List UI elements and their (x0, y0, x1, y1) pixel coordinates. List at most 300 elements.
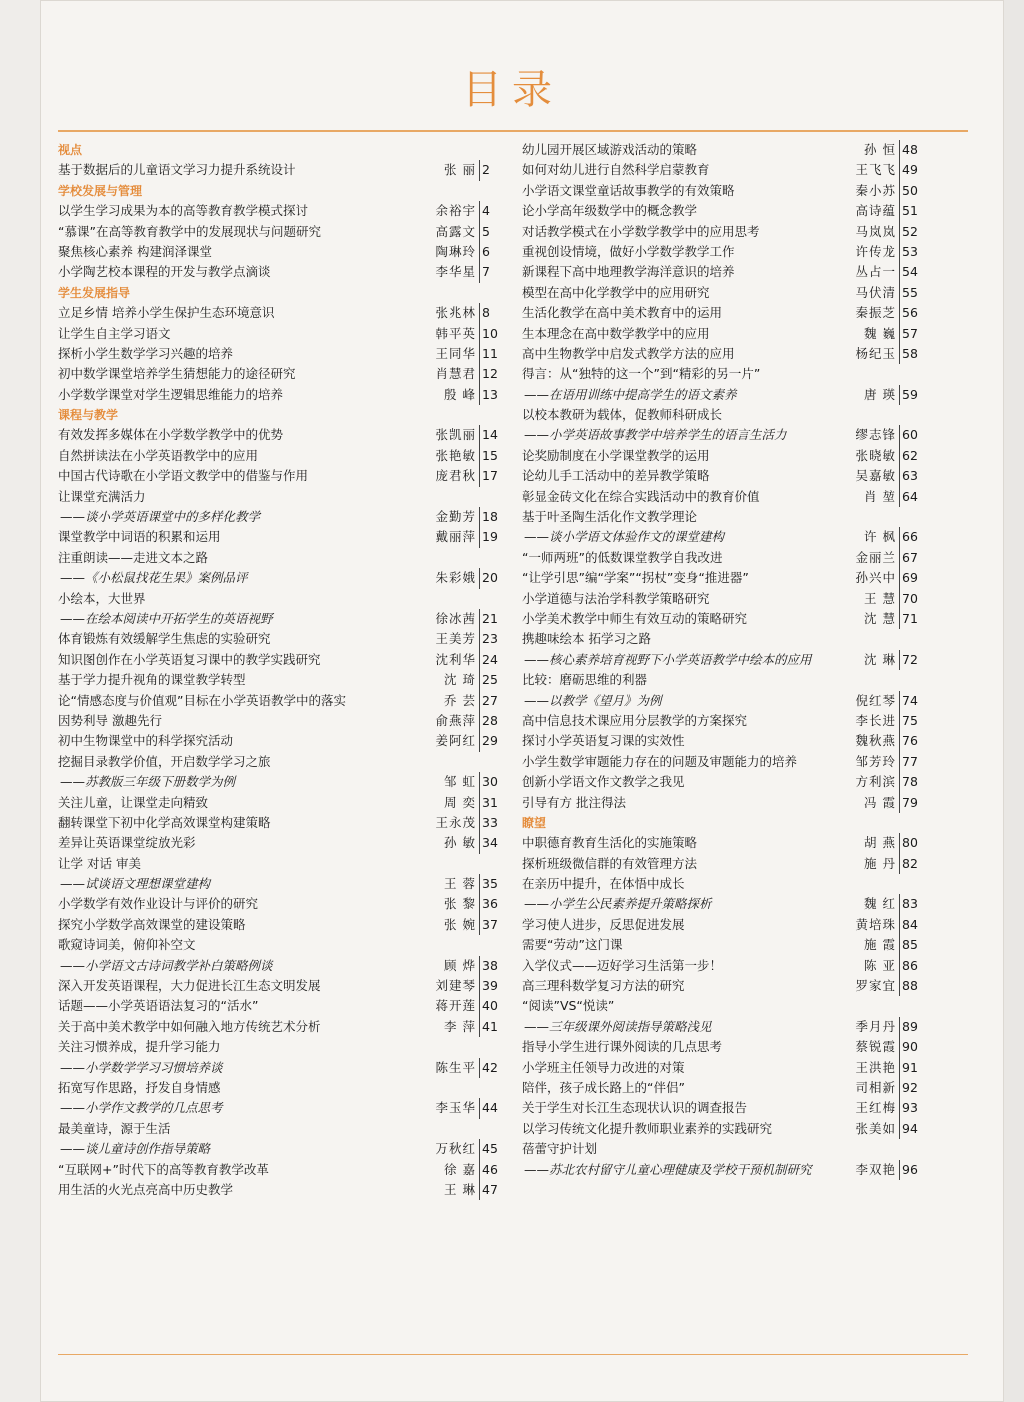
entry-page-number: 36 (479, 894, 508, 914)
entry-author: 陈 亚 (864, 957, 896, 973)
entry-title: 小学班主任领导力改进的对策 (522, 1059, 685, 1075)
entry-title: 让学生自主学习语文 (58, 325, 171, 341)
entry-page-number: 71 (899, 609, 928, 629)
entry-author: 周 奕 (444, 794, 476, 810)
entry-title: 有效发挥多媒体在小学数学教学中的优势 (58, 427, 284, 443)
toc-entry (58, 752, 514, 772)
entry-page-number: 24 (479, 650, 508, 670)
entry-page-number: 4 (479, 201, 508, 221)
entry-page-number: 53 (899, 242, 928, 262)
entry-author: 王洪艳 (855, 1059, 896, 1075)
entry-title: “让学引思”编“学案”“拐杖”变身“推进器” (522, 570, 749, 586)
entry-title: 探究小学数学高效课堂的建设策略 (58, 916, 246, 932)
entry-title: 陪伴，孩子成长路上的“伴侣” (522, 1079, 685, 1095)
section-title: 学生发展指导 (58, 285, 131, 300)
entry-subtitle: ——《小松鼠找花生果》案例品评 (60, 570, 248, 586)
toc-entry (58, 874, 514, 894)
entry-page-number: 89 (899, 1017, 928, 1037)
binding-margin (0, 0, 40, 1402)
entry-title: 幼儿园开展区域游戏活动的策略 (522, 142, 698, 157)
entry-author: 徐 嘉 (444, 1161, 476, 1177)
entry-author: 张兆林 (435, 305, 476, 321)
toc-entry (522, 772, 940, 792)
entry-page-number: 56 (899, 303, 928, 323)
toc-entry (58, 629, 514, 649)
entry-title: 探析小学生数学学习兴趣的培养 (58, 345, 234, 361)
entry-page-number: 25 (479, 670, 508, 690)
entry-subtitle: ——在绘本阅读中开拓学生的英语视野 (60, 610, 273, 626)
entry-author: 徐冰茜 (435, 610, 476, 626)
entry-author: 余裕宇 (435, 203, 476, 219)
entry-page-number: 37 (479, 915, 508, 935)
entry-title: 挖掘目录教学价值，开启数学学习之旅 (58, 753, 271, 769)
entry-title: 关注儿童，让课堂走向精致 (58, 794, 209, 810)
entry-subtitle: ——小学数学学习习惯培养谈 (60, 1059, 223, 1075)
entry-author: 朱彩娥 (435, 570, 476, 586)
entry-page-number: 60 (899, 425, 928, 445)
toc-entry (522, 181, 940, 201)
entry-page-number: 93 (899, 1098, 928, 1118)
entry-author: 王永茂 (435, 814, 476, 830)
entry-title: 小学陶艺校本课程的开发与教学点滴谈 (58, 264, 271, 280)
entry-page-number: 46 (479, 1160, 508, 1180)
entry-author: 魏 红 (864, 896, 896, 912)
toc-entry (58, 731, 514, 751)
toc-entry (522, 711, 940, 731)
toc-entry (522, 364, 940, 384)
entry-author: 沈 琦 (444, 672, 476, 688)
toc-entry (522, 425, 940, 445)
entry-title: “互联网+”时代下的高等教育教学改革 (58, 1161, 269, 1177)
entry-title: 翻转课堂下初中化学高效课堂构建策略 (58, 814, 271, 830)
toc-entry (522, 650, 940, 670)
entry-title: 知识图创作在小学英语复习课中的教学实践研究 (58, 651, 321, 667)
entry-subtitle: ——小学生公民素养提升策略探析 (524, 896, 712, 912)
entry-page-number: 57 (899, 324, 928, 344)
toc-entry (58, 1037, 514, 1057)
entry-author: 沈 琳 (864, 651, 896, 667)
entry-page-number: 75 (899, 711, 928, 731)
entry-title: “阅读”VS“悦读” (522, 998, 615, 1014)
toc-entry (58, 548, 514, 568)
toc-entry (522, 1139, 940, 1159)
entry-title: 以校本教研为载体，促教师科研成长 (522, 407, 723, 423)
entry-subtitle: ——谈小学英语课堂中的多样化教学 (60, 509, 261, 525)
entry-author: 施 霞 (864, 937, 896, 953)
entry-page-number: 8 (479, 303, 508, 323)
entry-page-number: 74 (899, 691, 928, 711)
section-heading (522, 813, 940, 833)
entry-author: 张美如 (855, 1120, 896, 1136)
entry-title: 生活化教学在高中美术教育中的运用 (522, 305, 723, 321)
entry-page-number: 40 (479, 996, 508, 1016)
toc-entry (58, 385, 514, 405)
entry-author: 吴嘉敏 (855, 468, 896, 484)
entry-title: 初中生物课堂中的科学探究活动 (58, 733, 234, 749)
entry-subtitle: ——苏教版三年级下册数学为例 (60, 774, 236, 790)
section-title: 瞭望 (522, 815, 547, 830)
entry-page-number: 11 (479, 344, 508, 364)
entry-author: 万秋红 (435, 1141, 476, 1157)
entry-title: 注重朗读——走进文本之路 (58, 549, 209, 565)
entry-page-number: 58 (899, 344, 928, 364)
entry-title: 高中信息技术课应用分层教学的方案探究 (522, 712, 748, 728)
entry-title: 自然拼读法在小学英语教学中的应用 (58, 447, 259, 463)
entry-subtitle: ——试谈语文理想课堂建构 (60, 876, 211, 892)
toc-entry (522, 140, 940, 160)
toc-entry (58, 303, 514, 323)
toc-entry (58, 670, 514, 690)
entry-page-number: 76 (899, 731, 928, 751)
entry-page-number: 23 (479, 629, 508, 649)
entry-author: 季月丹 (855, 1018, 896, 1034)
toc-entry (58, 793, 514, 813)
entry-title: 小学美术教学中师生有效互动的策略研究 (522, 610, 748, 626)
entry-subtitle: ——谈小学语文体验作文的课堂建构 (524, 529, 725, 545)
toc-entry (522, 752, 940, 772)
entry-author: 王 琳 (444, 1181, 476, 1197)
entry-page-number: 27 (479, 691, 508, 711)
toc-entry (522, 894, 940, 914)
toc-entry (58, 1139, 514, 1159)
toc-entry (522, 1037, 940, 1057)
entry-author: 丛占一 (855, 264, 896, 280)
entry-author: 缪志锋 (855, 427, 896, 443)
entry-title: 引导有方 批注得法 (522, 794, 626, 810)
entry-author: 杨纪玉 (855, 345, 896, 361)
entry-author: 王 蓉 (444, 876, 476, 892)
entry-page-number: 64 (899, 487, 928, 507)
toc-entry (58, 833, 514, 853)
entry-title: 聚焦核心素养 构建润泽课堂 (58, 243, 212, 259)
entry-subtitle: ——苏北农村留守儿童心理健康及学校干预机制研究 (524, 1161, 812, 1177)
entry-author: 魏 巍 (864, 325, 896, 341)
entry-title: 探讨小学英语复习课的实效性 (522, 733, 685, 749)
entry-author: 秦小苏 (855, 182, 896, 198)
toc-entry (58, 976, 514, 996)
entry-title: 最美童诗，源于生活 (58, 1120, 171, 1136)
toc-entry (522, 996, 940, 1016)
entry-page-number: 34 (479, 833, 508, 853)
toc-entry (522, 874, 940, 894)
entry-author: 施 丹 (864, 855, 896, 871)
entry-author: 许传龙 (855, 243, 896, 259)
entry-page-number: 47 (479, 1180, 508, 1200)
entry-page-number: 2 (479, 160, 508, 180)
section-title: 视点 (58, 143, 83, 157)
entry-author: 陶琳玲 (435, 243, 476, 259)
header-divider (58, 130, 968, 132)
entry-page-number: 67 (899, 548, 928, 568)
entry-author: 殷 峰 (444, 386, 476, 402)
entry-title: 拓宽写作思路，抒发自身情感 (58, 1079, 221, 1095)
entry-author: 张凯丽 (435, 427, 476, 443)
entry-title: 蓓蕾守护计划 (522, 1141, 598, 1157)
entry-page-number: 29 (479, 731, 508, 751)
entry-author: 倪红琴 (855, 692, 896, 708)
entry-title: 小学生数学审题能力存在的问题及审题能力的培养 (522, 753, 798, 769)
entry-subtitle: ——以教学《望月》为例 (524, 692, 662, 708)
toc-entry (522, 201, 940, 221)
toc-entry (522, 527, 940, 547)
entry-page-number: 83 (899, 894, 928, 914)
entry-title: “一师两班”的低数课堂教学自我改进 (522, 549, 723, 565)
toc-entry (522, 589, 940, 609)
entry-page-number: 50 (899, 181, 928, 201)
entry-page-number: 18 (479, 507, 508, 527)
entry-page-number: 44 (479, 1098, 508, 1118)
toc-entry (58, 711, 514, 731)
toc-entry (58, 1058, 514, 1078)
entry-title: 学习使人进步，反思促进发展 (522, 916, 685, 932)
entry-page-number: 66 (899, 527, 928, 547)
toc-column-left (58, 140, 514, 1350)
entry-title: 差异让英语课堂绽放光彩 (58, 835, 196, 851)
toc-entry (522, 324, 940, 344)
entry-author: 戴丽萍 (435, 529, 476, 545)
entry-page-number: 90 (899, 1037, 928, 1057)
entry-author: 乔 芸 (444, 692, 476, 708)
toc-entry (522, 976, 940, 996)
entry-author: 金勤芳 (435, 509, 476, 525)
toc-entry (58, 160, 514, 180)
entry-title: 小学数学有效作业设计与评价的研究 (58, 896, 259, 912)
toc-entry (58, 996, 514, 1016)
entry-subtitle: ——核心素养培育视野下小学英语教学中绘本的应用 (524, 651, 812, 667)
toc-entry (58, 650, 514, 670)
toc-entry (58, 466, 514, 486)
entry-title: 探析班级微信群的有效管理方法 (522, 855, 698, 871)
entry-author: 蒋开莲 (435, 998, 476, 1014)
entry-title: “慕课”在高等教育教学中的发展现状与问题研究 (58, 223, 321, 239)
entry-author: 刘建琴 (435, 978, 476, 994)
entry-page-number: 7 (479, 262, 508, 282)
toc-entry (58, 1119, 514, 1139)
entry-title: 小学道德与法治学科教学策略研究 (522, 590, 710, 606)
toc-entry (522, 956, 940, 976)
entry-title: 携趣味绘本 拓学习之路 (522, 631, 651, 647)
entry-title: 重视创设情境，做好小学数学教学工作 (522, 243, 735, 259)
toc-entry (58, 201, 514, 221)
entry-page-number: 86 (899, 956, 928, 976)
entry-author: 李玉华 (435, 1100, 476, 1116)
entry-page-number: 88 (899, 976, 928, 996)
entry-author: 张晓敏 (855, 447, 896, 463)
entry-title: 深入开发英语课程，大力促进长江生态文明发展 (58, 978, 321, 994)
entry-author: 孙 敏 (444, 835, 476, 851)
entry-title: 以学生学习成果为本的高等教育教学模式探讨 (58, 203, 309, 219)
entry-title: 课堂教学中词语的积累和运用 (58, 529, 221, 545)
entry-title: 基于数据后的儿童语文学习力提升系统设计 (58, 162, 296, 178)
entry-page-number: 12 (479, 364, 508, 384)
entry-author: 沈利华 (435, 651, 476, 667)
toc-entry (522, 833, 940, 853)
toc-entry (522, 629, 940, 649)
toc-entry (58, 487, 514, 507)
entry-subtitle: ——小学英语故事教学中培养学生的语言生活力 (524, 427, 787, 443)
toc-entry (58, 915, 514, 935)
entry-author: 蔡锐霞 (855, 1039, 896, 1055)
entry-author: 韩平英 (435, 325, 476, 341)
toc-entry (58, 262, 514, 282)
entry-page-number: 28 (479, 711, 508, 731)
entry-author: 魏秋燕 (855, 733, 896, 749)
entry-author: 张 丽 (444, 162, 476, 178)
section-heading (58, 140, 514, 160)
entry-title: 入学仪式——迈好学习生活第一步！ (522, 957, 723, 973)
entry-page-number: 72 (899, 650, 928, 670)
entry-title: 立足乡情 培养小学生保护生态环境意识 (58, 305, 275, 321)
entry-author: 张 黎 (444, 896, 476, 912)
toc-entry (522, 487, 940, 507)
entry-title: 指导小学生进行课外阅读的几点思考 (522, 1039, 723, 1055)
entry-page-number: 15 (479, 446, 508, 466)
entry-author: 金丽兰 (855, 549, 896, 565)
toc-entry (522, 446, 940, 466)
toc-entry (522, 609, 940, 629)
entry-author: 王同华 (435, 345, 476, 361)
entry-author: 俞燕萍 (435, 712, 476, 728)
entry-title: 话题——小学英语语法复习的“活水” (58, 998, 259, 1014)
entry-author: 黄培珠 (855, 916, 896, 932)
entry-page-number: 51 (899, 201, 928, 221)
toc-entry (58, 324, 514, 344)
toc-entry (58, 1180, 514, 1200)
entry-author: 李华星 (435, 264, 476, 280)
entry-page-number: 33 (479, 813, 508, 833)
entry-page-number: 19 (479, 527, 508, 547)
entry-title: 关于高中美术教学中如何融入地方传统艺术分析 (58, 1018, 321, 1034)
entry-page-number: 14 (479, 425, 508, 445)
section-heading (58, 283, 514, 303)
entry-page-number: 5 (479, 222, 508, 242)
entry-author: 李长进 (855, 712, 896, 728)
toc-entry (522, 793, 940, 813)
entry-page-number: 41 (479, 1017, 508, 1037)
entry-title: 基于学力提升视角的课堂教学转型 (58, 672, 246, 688)
entry-title: 因势利导 激趣先行 (58, 712, 162, 728)
entry-author: 庞君秋 (435, 468, 476, 484)
toc-entry (522, 222, 940, 242)
toc-entry (522, 935, 940, 955)
toc-entry (522, 548, 940, 568)
entry-title: 模型在高中化学教学中的应用研究 (522, 284, 710, 300)
entry-author: 唐 瑛 (864, 386, 896, 402)
entry-author: 许 枫 (864, 529, 896, 545)
entry-page-number: 54 (899, 262, 928, 282)
entry-title: 中国古代诗歌在小学语文教学中的借鉴与作用 (58, 468, 309, 484)
toc-entry (58, 222, 514, 242)
toc-entry (522, 405, 940, 425)
entry-title: 论奖励制度在小学课堂教学的运用 (522, 447, 710, 463)
entry-title: 关注习惯养成，提升学习能力 (58, 1039, 221, 1055)
entry-author: 马岚岚 (855, 223, 896, 239)
entry-author: 陈生平 (435, 1059, 476, 1075)
entry-page-number: 31 (479, 793, 508, 813)
entry-page-number: 96 (899, 1160, 928, 1180)
toc-entry (522, 344, 940, 364)
entry-author: 李 萍 (444, 1018, 476, 1034)
toc-entry (522, 1098, 940, 1118)
toc-entry (58, 854, 514, 874)
entry-title: 歌窥诗词美，俯仰补空文 (58, 937, 196, 953)
entry-title: 基于叶圣陶生活化作文教学理论 (522, 509, 698, 525)
entry-author: 司相新 (855, 1079, 896, 1095)
toc-entry (522, 466, 940, 486)
toc-entry (58, 691, 514, 711)
entry-page-number: 35 (479, 874, 508, 894)
entry-title: 如何对幼儿进行自然科学启蒙教育 (522, 162, 710, 178)
entry-author: 罗家宜 (855, 978, 896, 994)
entry-page-number: 59 (899, 385, 928, 405)
toc-entry (522, 283, 940, 303)
entry-title: 生本理念在高中数学教学中的应用 (522, 325, 710, 341)
toc-entry (58, 1160, 514, 1180)
entry-title: 体育锻炼有效缓解学生焦虑的实验研究 (58, 631, 271, 647)
toc-entry (58, 425, 514, 445)
entry-page-number: 10 (479, 324, 508, 344)
section-heading (58, 405, 514, 425)
entry-subtitle: ——小学语文古诗词教学补白策略例谈 (60, 957, 273, 973)
toc-entry (58, 507, 514, 527)
entry-title: 论小学高年级数学中的概念教学 (522, 203, 698, 219)
toc-entry (58, 935, 514, 955)
entry-title: 中职德育教育生活化的实施策略 (522, 835, 698, 851)
entry-author: 王红梅 (855, 1100, 896, 1116)
entry-page-number: 79 (899, 793, 928, 813)
entry-author: 王美芳 (435, 631, 476, 647)
entry-title: 新课程下高中地理教学海洋意识的培养 (522, 264, 735, 280)
entry-author: 高露文 (435, 223, 476, 239)
section-title: 课程与教学 (58, 408, 119, 423)
entry-page-number: 6 (479, 242, 508, 262)
toc-entry (58, 956, 514, 976)
toc-entry (522, 568, 940, 588)
entry-page-number: 55 (899, 283, 928, 303)
entry-author: 姜阿红 (435, 733, 476, 749)
entry-title: 小学数学课堂对学生逻辑思维能力的培养 (58, 386, 284, 402)
entry-author: 李双艳 (855, 1161, 896, 1177)
entry-page-number: 84 (899, 915, 928, 935)
entry-page-number: 17 (479, 466, 508, 486)
entry-title: 小学语文课堂童话故事教学的有效策略 (522, 182, 735, 198)
toc-entry (522, 1160, 940, 1180)
entry-title: 得言：从“独特的这一个”到“精彩的另一片” (522, 366, 761, 382)
entry-author: 肖慧君 (435, 366, 476, 382)
toc-entry (58, 364, 514, 384)
toc-entry (58, 568, 514, 588)
entry-title: 比较：磨砺思维的利器 (522, 672, 648, 688)
entry-page-number: 78 (899, 772, 928, 792)
toc-entry (522, 385, 940, 405)
entry-title: 高中生物教学中启发式教学方法的应用 (522, 345, 735, 361)
entry-author: 孙兴中 (855, 570, 896, 586)
entry-page-number: 62 (899, 446, 928, 466)
entry-subtitle: ——小学作文教学的几点思考 (60, 1100, 223, 1116)
entry-title: 论“情感态度与价值观”目标在小学英语教学中的落实 (58, 692, 346, 708)
entry-title: 用生活的火光点亮高中历史教学 (58, 1181, 234, 1197)
toc-entry (58, 446, 514, 466)
toc-entry (522, 303, 940, 323)
section-heading (58, 181, 514, 201)
entry-title: 让课堂充满活力 (58, 488, 146, 504)
toc-entry (522, 242, 940, 262)
entry-author: 胡 燕 (864, 835, 896, 851)
entry-page-number: 13 (479, 385, 508, 405)
toc-entry (58, 242, 514, 262)
footer-divider (58, 1354, 968, 1355)
toc-entry (58, 1017, 514, 1037)
